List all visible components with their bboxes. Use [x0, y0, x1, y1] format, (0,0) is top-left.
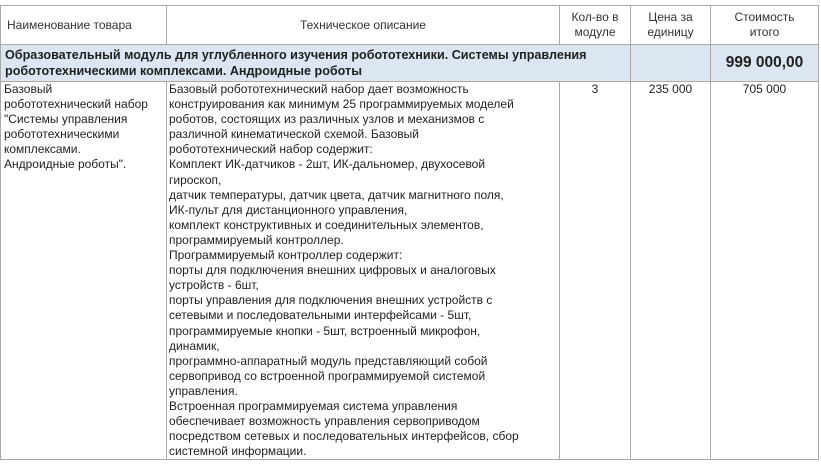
table-header-row [1, 6, 819, 45]
header-technical-description: Техническое описание [167, 6, 560, 45]
item-description [167, 82, 560, 460]
item-description-line: Встроенная программируемая система управления [169, 398, 458, 413]
item-description-line: роботов, состоящих из различных узлов и механизмов с [169, 112, 485, 127]
item-description-line: Базовый робототехнический набор дает возможность [169, 82, 469, 96]
item-description-line: обеспечивает возможность управления сервоприводом [169, 414, 480, 429]
header-total-cost [711, 6, 819, 45]
header-quantity-line2: модуле [574, 25, 616, 39]
item-description-line: управления. [169, 383, 238, 398]
item-description-line: порты для подключения внешних цифровых и аналоговых [169, 263, 496, 278]
item-description-line: датчик температуры, датчик цвета, датчик магнитного поля, [169, 187, 504, 202]
header-unit-price-line1: Цена за [648, 10, 693, 24]
section-total: 999 000,00 [711, 45, 819, 82]
item-name-line: робототехническими [4, 127, 120, 142]
item-description-line: системной информации. [169, 444, 307, 459]
item-description-line: порты управления для подключения внешних устройств с [169, 293, 493, 308]
item-description-line: Комплект ИК-датчиков - 2шт, ИК-дальномер, двухосевой [169, 157, 486, 172]
item-description-line: комплект конструктивных и соединительных элементов, [169, 217, 484, 232]
item-description-line: Программируемый контроллер содержит: [169, 248, 403, 263]
item-description-line: программируемый контроллер. [169, 232, 344, 247]
item-description-line: гироскоп, [169, 172, 222, 187]
section-title-line1: Образовательный модуль для углубленного изучения робототехники. Системы управления [5, 48, 587, 62]
section-title [1, 45, 631, 82]
section-title-line2: робототехническими комплексами. Андроидные роботы [5, 64, 362, 78]
item-description-line: программно-аппаратный модуль представляющий собой [169, 353, 488, 368]
item-description-line: сетевыми и последовательными интерфейсами - 5шт, [169, 308, 472, 323]
section-blank-cell [631, 45, 711, 82]
item-name-line: робототехнический набор [4, 97, 148, 112]
header-total-cost-line1: Стоимость [734, 10, 795, 24]
specification-table [0, 5, 819, 460]
item-name-line: Андроидные роботы". [4, 157, 127, 172]
header-product-name: Наименование товара [1, 6, 167, 45]
header-quantity [560, 6, 631, 45]
item-description-line: динамик, [169, 338, 220, 353]
item-description-line: конструирования как минимум 25 программируемых моделей [169, 97, 514, 112]
item-name-line: Базовый [4, 82, 53, 96]
item-unit-price: 235 000 [631, 82, 711, 460]
item-name-line: "Системы управления [4, 112, 128, 127]
item-description-line: робототехнический набор содержит: [169, 142, 373, 157]
item-name-line: комплексами. [4, 142, 81, 157]
item-name [1, 82, 167, 460]
item-description-line: посредством сетевых и последовательных интерфейсов, сбор [169, 429, 519, 444]
item-description-line: сервопривод со встроенной программируемой системой [169, 368, 486, 383]
header-quantity-line1: Кол-во в [571, 10, 619, 24]
header-total-cost-line2: итого [749, 25, 780, 39]
header-unit-price-line2: единицу [647, 25, 694, 39]
item-description-line: ИК-пульт для дистанционного управления, [169, 202, 408, 217]
table-row [1, 82, 819, 460]
item-total-cost: 705 000 [711, 82, 819, 460]
item-description-line: различной кинематической схемой. Базовый [169, 127, 420, 142]
item-quantity: 3 [560, 82, 631, 460]
header-unit-price [631, 6, 711, 45]
section-row [1, 45, 819, 82]
item-description-line: программируемые кнопки - 5шт, встроенный микрофон, [169, 323, 481, 338]
item-description-line: устройств - 6шт, [169, 278, 259, 293]
